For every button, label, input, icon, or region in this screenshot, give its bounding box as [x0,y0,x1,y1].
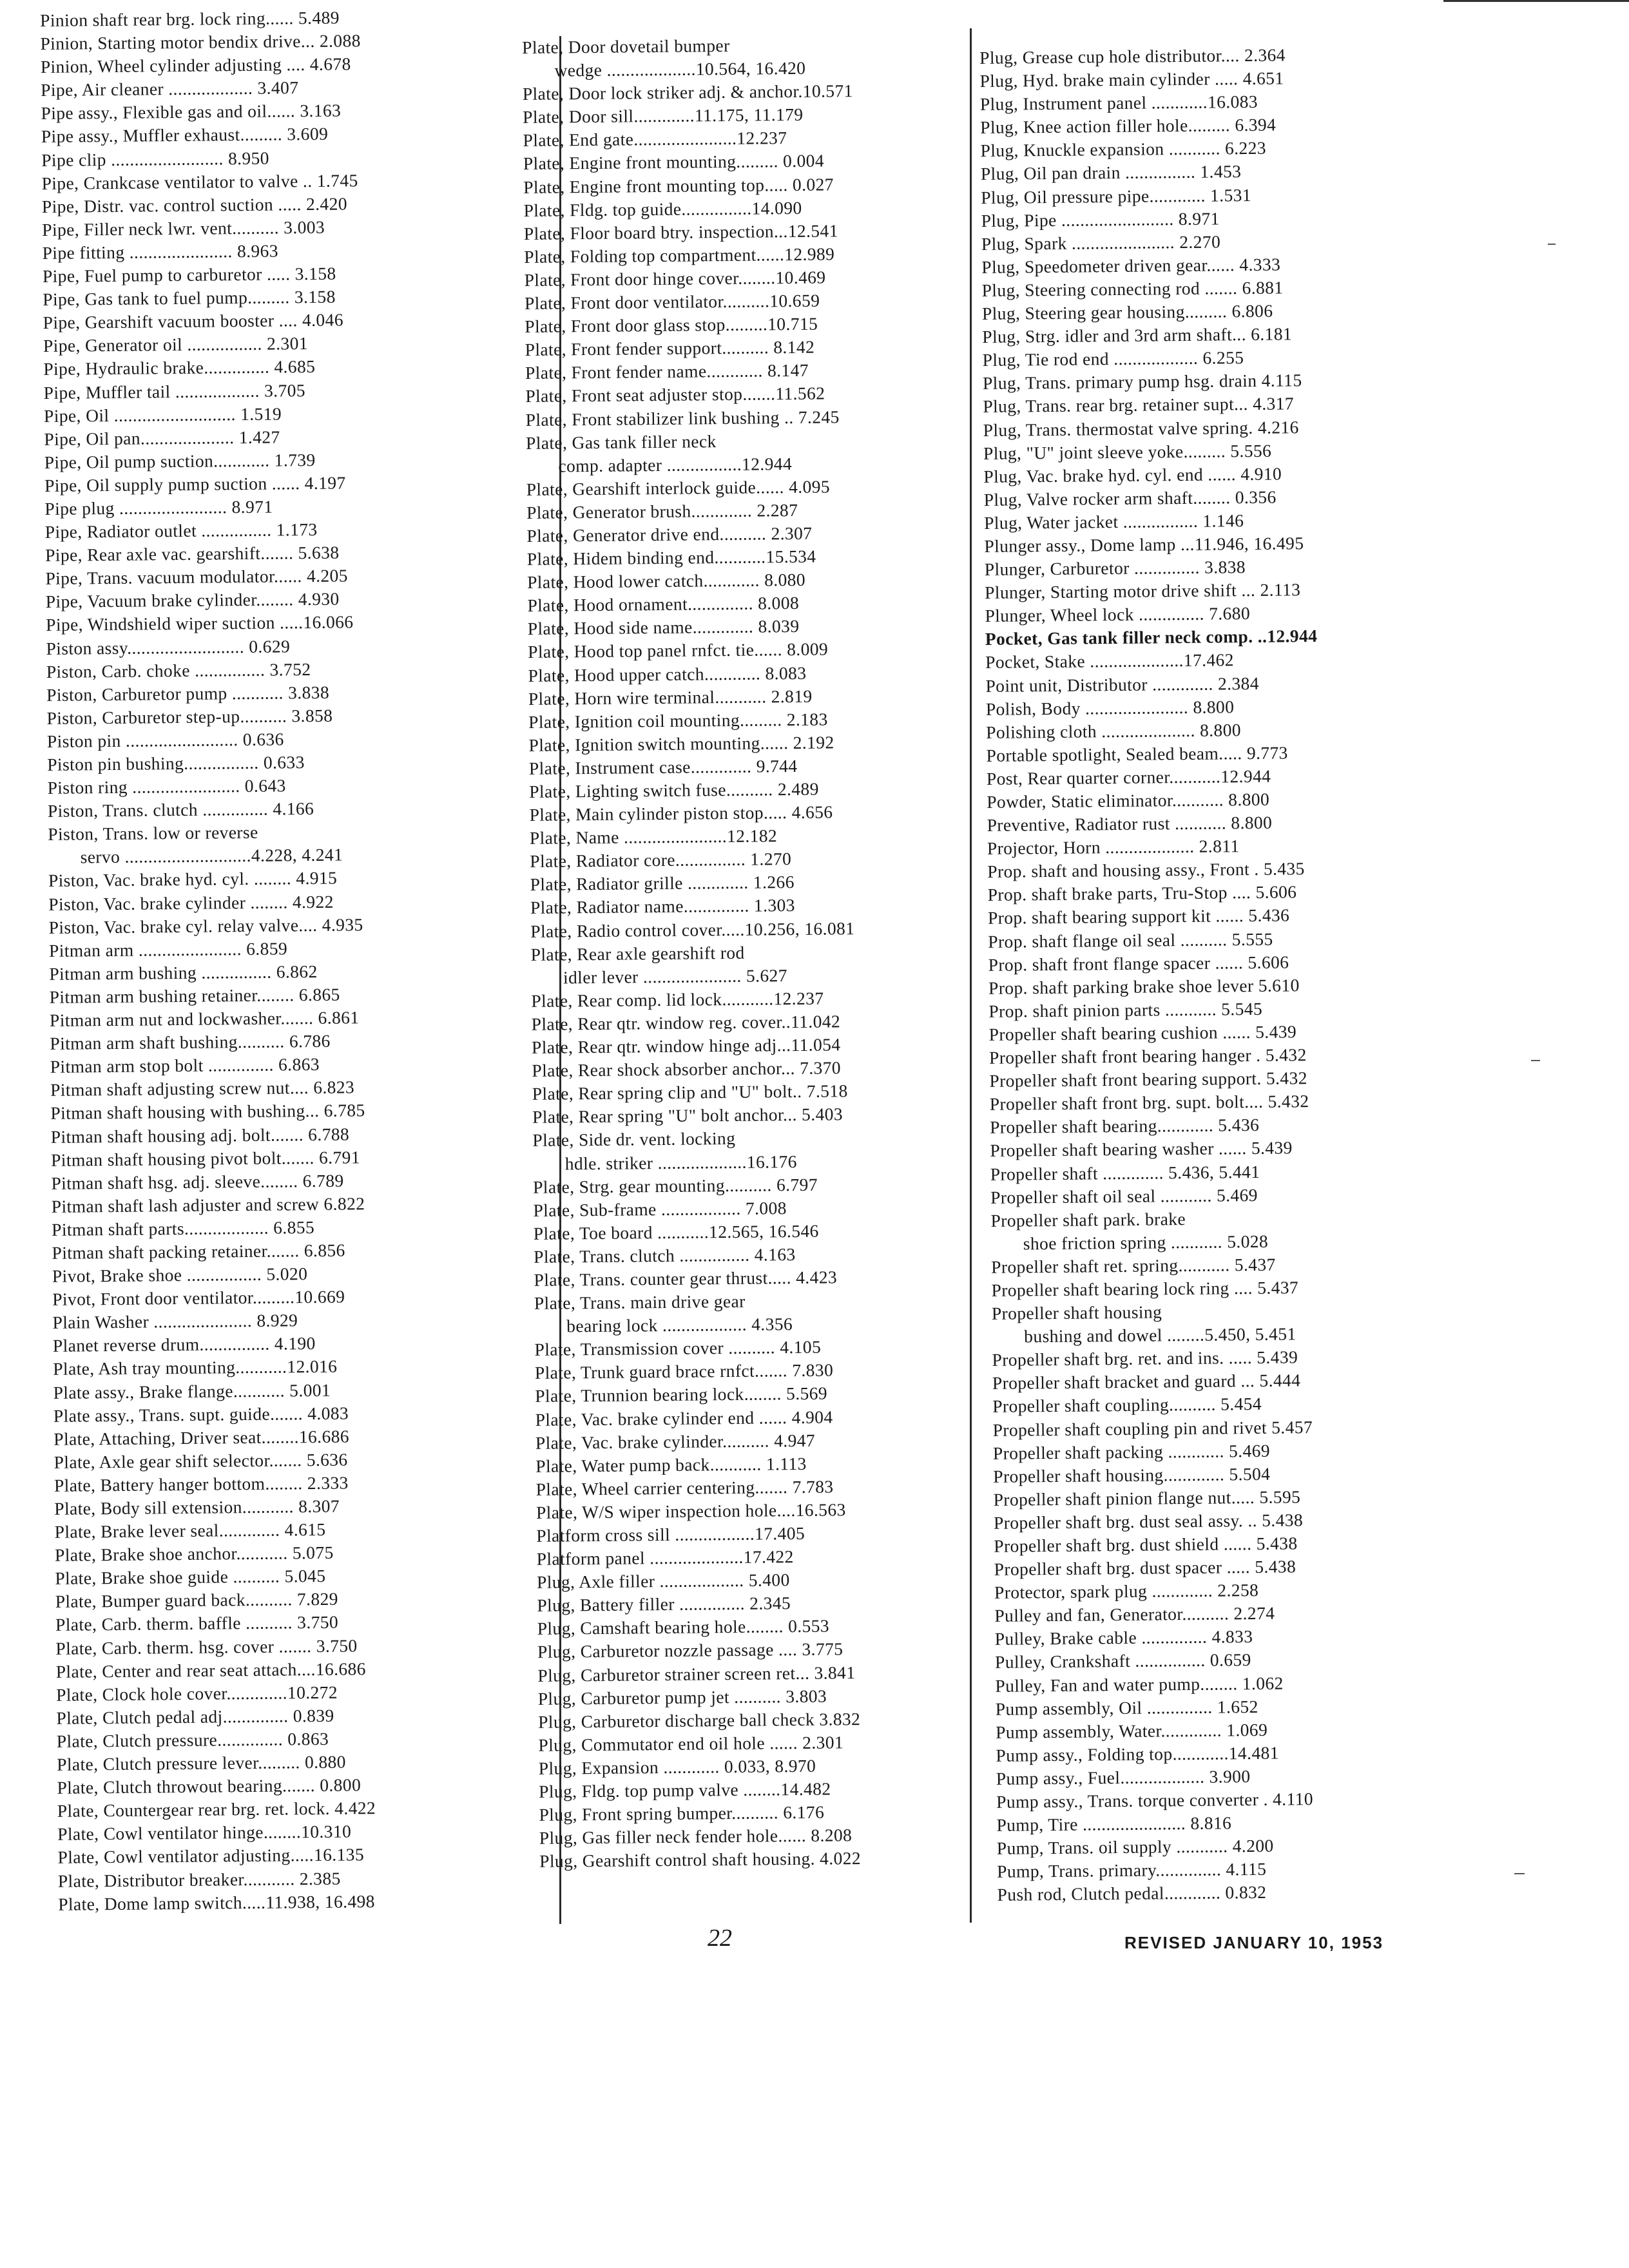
index-entry: Plate, Engine front mounting top..... 0.027 [523,173,834,197]
index-entry: Plug, Steering gear housing......... 6.806 [981,300,1273,324]
index-entry: Plate, Cowl ventilator adjusting.....16.135 [57,1844,365,1868]
index-entry: Plate, Carb. therm. baffle .......... 3.750 [55,1612,339,1635]
index-entry: Plate, Rear shock absorber anchor... 7.370 [532,1057,842,1081]
index-entry: Plug, Trans. rear brg. retainer supt... 4.317 [983,393,1295,417]
page-number: 22 [708,1925,732,1952]
index-entry: Pipe, Air cleaner .................. 3.407 [41,77,299,101]
index-entry: Plate, Brake shoe guide .......... 5.045 [55,1566,326,1589]
index-entry: Plate, Cowl ventilator hinge........10.310 [57,1821,352,1845]
index-entry: Pitman shaft lash adjuster and screw 6.822 [51,1193,365,1216]
index-entry: Propeller shaft packing ............ 5.469 [992,1440,1271,1463]
index-entry: Plate, Engine front mounting......... 0.004 [523,150,825,174]
index-entry: Piston, Trans. low or reverse [48,822,258,845]
index-entry: Prop. shaft parking brake shoe lever 5.610 [988,975,1300,998]
index-entry: Propeller shaft front bearing hanger . 5.432 [988,1044,1307,1068]
index-column-2 [522,32,952,1873]
index-entry: Pitman arm bushing retainer........ 6.865 [49,984,340,1007]
index-entry: Propeller shaft brg. dust spacer ..... 5.438 [994,1556,1296,1579]
index-entry: Plate, Generator brush............. 2.287 [526,499,798,523]
index-entry: Plate, Front door ventilator..........10.659 [524,290,820,314]
index-entry: Plate, Axle gear shift selector....... 5.636 [53,1449,348,1472]
index-entry: Plunger, Wheel lock .............. 7.680 [985,603,1251,626]
index-entry: Pinion shaft rear brg. lock ring...... 5.489 [40,7,340,30]
index-entry: Plunger, Starting motor drive shift ... 2.113 [984,579,1301,603]
index-entry: Plug, Pipe ........................ 8.971 [981,208,1220,231]
index-entry: Pump assy., Fuel.................. 3.900 [996,1766,1251,1789]
index-entry: Plug, Grease cup hole distributor.... 2.364 [979,44,1286,68]
index-entry: Plate, Bumper guard back.......... 7.829 [55,1589,338,1612]
index-entry: Pitman shaft housing with bushing... 6.785 [50,1100,365,1124]
index-entry: Pump, Tire ...................... 8.816 [996,1812,1232,1835]
index-entry: bushing and dowel ........5.450, 5.451 [1024,1323,1296,1347]
index-entry: Pump assy., Folding top............14.481 [996,1742,1279,1765]
index-entry: Propeller shaft coupling.......... 5.454 [992,1394,1262,1417]
index-entry: Piston pin ........................ 0.636 [46,729,284,751]
index-entry: wedge ...................10.564, 16.420 [554,57,806,81]
index-entry: Plate, Front door hinge cover........10.469 [524,267,826,290]
index-entry: Plate, Name ......................12.182 [529,825,778,849]
index-entry: Propeller shaft bracket and guard ... 5.444 [992,1370,1301,1394]
index-entry: Propeller shaft bearing cushion ...... 5.439 [988,1021,1297,1044]
index-entry: Pipe plug ....................... 8.971 [44,496,273,519]
index-entry: Plate, Instrument case............. 9.744 [528,755,798,778]
index-entry: Pitman arm bushing ............... 6.862 [49,961,318,984]
index-entry: Plate, Trunnion bearing lock........ 5.569 [535,1383,828,1407]
index-entry: Pitman shaft parts.................. 6.855 [52,1216,315,1240]
index-entry: Plate, Clutch pressure lever......... 0.880 [57,1751,347,1774]
index-entry: Propeller shaft brg. ret. and ins. ..... 5.439 [992,1347,1298,1370]
index-entry: Plug, Trans. primary pump hsg. drain 4.115 [982,370,1302,394]
index-entry: Piston ring ....................... 0.643 [47,775,286,798]
index-entry: Plate, Hood ornament.............. 8.008 [527,593,800,616]
index-entry: Plate, Door sill.............11.175, 11.179 [523,104,804,128]
index-entry: Plate, Radiator name.............. 1.303 [530,895,795,918]
index-entry: Propeller shaft front brg. supt. bolt.... 5.432 [989,1091,1309,1115]
index-entry: Plate, Horn wire terminal........... 2.819 [528,686,813,709]
edge-mark [1443,0,1629,2]
index-entry: Plug, Tie rod end .................. 6.255 [982,347,1244,370]
index-entry: Plate, Gas tank filler neck [525,430,717,453]
index-entry: Pivot, Front door ventilator.........10.669 [52,1286,345,1310]
index-entry: Pinion, Wheel cylinder adjusting .... 4.678 [40,53,351,77]
index-entry: Portable spotlight, Sealed beam..... 9.773 [986,742,1288,765]
index-entry: Plate, W/S wiper inspection hole....16.563 [535,1499,846,1523]
index-entry: Plate, Fldg. top guide...............14.090 [523,197,802,220]
index-entry: Plate, Trans. counter gear thrust..... 4.423 [534,1267,838,1290]
index-entry: bearing lock .................. 4.356 [566,1314,793,1336]
index-entry: Plate, Strg. gear mounting.......... 6.797 [532,1174,818,1197]
index-entry: Plate, Trunk guard brace rnfct....... 7.830 [534,1360,834,1383]
index-entry: Plate, Distributor breaker........... 2.385 [57,1868,341,1891]
index-entry: Plate, Radiator core............... 1.270 [530,849,792,872]
index-entry: Plate, Body sill extension........... 8.307 [54,1495,340,1519]
index-entry: Prop. shaft and housing assy., Front . 5.435 [987,858,1305,882]
index-entry: Plate, Trans. main drive gear [534,1291,746,1313]
index-entry: Pulley, Crankshaft ............... 0.659 [994,1649,1251,1673]
index-entry: comp. adapter ................12.944 [558,453,793,476]
index-entry: Pipe, Vacuum brake cylinder........ 4.930 [45,588,340,612]
index-entry: Plate, Main cylinder piston stop..... 4.656 [529,802,833,825]
index-entry: Plate, Battery hanger bottom........ 2.333 [53,1472,349,1495]
index-entry: Plate assy., Trans. supt. guide....... 4.083 [53,1403,349,1426]
index-entry: Pulley, Fan and water pump........ 1.062 [995,1673,1284,1696]
index-entry: Plate, Clutch pedal adj.............. 0.839 [56,1705,334,1728]
index-entry: Pitman shaft housing adj. bolt....... 6.788 [50,1123,350,1147]
index-entry: Plunger assy., Dome lamp ...11.946, 16.495 [984,533,1304,556]
edge-mark [1548,244,1556,245]
index-entry: Pipe, Oil pump suction............ 1.739 [44,449,316,472]
index-entry: Preventive, Radiator rust ........... 8.800 [987,812,1273,836]
edge-mark [1531,1060,1540,1061]
index-entry: Plate, Front door glass stop.........10.715 [525,313,818,337]
index-entry: Plate, Countergear rear brg. ret. lock. 4.422 [57,1798,376,1821]
index-entry: Piston, Carb. choke ............... 3.752 [46,658,311,682]
index-entry: Plate, Front stabilizer link bushing .. 7.245 [525,406,840,430]
index-entry: Projector, Horn ................... 2.811 [987,836,1240,859]
index-entry: Pulley and fan, Generator.......... 2.274 [994,1602,1275,1626]
index-entry: idler lever ..................... 5.627 [563,965,788,988]
index-entry: Pitman shaft hsg. adj. sleeve........ 6.789 [51,1170,344,1193]
index-entry: Plate, Radio control cover.....10.256, 16.081 [530,918,855,941]
index-entry: Propeller shaft bearing............ 5.436 [989,1115,1260,1138]
index-entry: Plate, Transmission cover .......... 4.105 [534,1336,822,1360]
index-entry: Plate, Center and rear seat attach....16.686 [55,1658,367,1682]
index-entry: Plate, Attaching, Driver seat........16.686 [53,1426,350,1449]
index-entry: Pipe, Oil .......................... 1.519 [43,403,282,426]
index-entry: Plate, Rear comp. lid lock...........12.237 [531,988,824,1011]
index-entry: Pump assembly, Water............. 1.069 [995,1719,1268,1742]
index-entry: Piston, Carburetor step-up.......... 3.858 [46,705,333,728]
index-entry: Plate, Door dovetail bumper [522,35,730,57]
index-entry: Piston, Trans. clutch .............. 4.166 [47,798,314,822]
index-entry: Plate, Floor board btry. inspection...12.541 [523,220,838,244]
index-entry: Plate, Wheel carrier centering....... 7.783 [535,1476,834,1499]
index-entry: Pitman shaft packing retainer....... 6.856 [52,1240,345,1263]
revision-date: REVISED JANUARY 10, 1953 [1124,1933,1384,1952]
index-entry: Plate, Generator drive end.......... 2.307 [526,523,813,546]
index-entry: Pump assy., Trans. torque converter . 4.110 [996,1789,1314,1812]
index-entry: hdle. striker ...................16.176 [564,1151,798,1173]
index-entry: Plug, Knee action filler hole......... 6.394 [980,114,1277,138]
index-entry: Pulley, Brake cable .............. 4.833 [994,1626,1253,1649]
index-entry: Plunger, Carburetor .............. 3.838 [984,557,1246,580]
index-entry: Piston, Carburetor pump ........... 3.838 [46,682,330,705]
index-entry: Plug, Axle filler .................. 5.400 [536,1570,790,1593]
index-entry: Plate, Clutch pressure.............. 0.863 [56,1728,329,1751]
index-entry: Prop. shaft pinion parts ........... 5.545 [988,998,1263,1021]
index-entry: Propeller shaft housing............. 5.504 [993,1463,1271,1486]
index-entry: Plug, Strg. idler and 3rd arm shaft... 6.181 [982,323,1293,347]
index-entry: Pipe, Generator oil ................ 2.301 [43,333,309,356]
index-entry: Plate, End gate......................12.237 [523,128,787,151]
index-entry: Pipe, Oil pan.................... 1.427 [44,427,280,449]
edge-mark [1514,1873,1525,1874]
column-divider [970,28,972,1923]
index-entry: Pipe assy., Muffler exhaust......... 3.609 [41,124,329,147]
index-entry: Protector, spark plug ............. 2.258 [994,1580,1259,1603]
index-entry: Pocket, Stake ....................17.462 [985,649,1235,673]
index-entry: Planet reverse drum............... 4.190 [52,1333,316,1356]
index-entry: Pipe, Trans. vacuum modulator...... 4.205 [45,565,349,589]
index-entry: Plate, Water pump back........... 1.113 [535,1453,807,1476]
index-entry: Polish, Body ...................... 8.800 [985,696,1235,719]
index-entry: Plate, Rear axle gearshift rod [530,942,745,965]
index-entry: Push rod, Clutch pedal............ 0.832 [997,1882,1267,1905]
index-entry: Pipe, Distr. vac. control suction ..... 2.420 [41,193,348,216]
index-entry: shoe friction spring ........... 5.028 [1023,1231,1269,1254]
index-entry: Plate, Front fender name............ 8.147 [525,360,809,383]
index-entry: Pitman arm ...................... 6.859 [48,938,288,961]
index-entry: Pipe, Radiator outlet ............... 1.173 [44,519,318,543]
index-entry: Platform panel ....................17.422 [536,1546,794,1569]
index-entry: Propeller shaft ............. 5.436, 5.441 [990,1161,1260,1184]
index-column-3 [979,42,1487,1907]
index-entry: Propeller shaft front bearing support. 5.432 [989,1068,1307,1091]
index-entry: Pipe, Crankcase ventilator to valve .. 1.745 [41,169,358,193]
index-entry: Propeller shaft bearing lock ring .... 5.437 [991,1277,1299,1300]
index-entry: Pitman arm nut and lockwasher....... 6.861 [49,1007,360,1030]
index-entry: Plate, Hood lower catch............ 8.080 [526,569,806,593]
index-entry: Prop. shaft bearing support kit ...... 5.436 [987,905,1290,928]
index-entry: Plate, Front fender support.......... 8.142 [525,336,815,360]
index-entry: Pump, Trans. oil supply ........... 4.200 [996,1835,1274,1859]
index-entry: Propeller shaft brg. dust seal assy. .. 5.438 [993,1510,1304,1533]
index-entry: Piston, Vac. brake hyd. cyl. ........ 4.915 [48,868,338,891]
index-entry: Plate, Hidem binding end...........15.534 [526,546,816,570]
index-entry: Plate, Ash tray mounting...........12.016 [53,1356,338,1379]
index-entry: Prop. shaft flange oil seal .......... 5.555 [988,928,1273,952]
index-entry: Plug, Oil pressure pipe............ 1.531 [981,184,1252,207]
index-entry: Plug, "U" joint sleeve yoke......... 5.556 [983,440,1272,463]
index-entry: Plug, Knuckle expansion ........... 6.223 [980,138,1267,161]
index-entry: Pivot, Brake shoe ................ 5.020 [52,1264,308,1286]
index-entry: Plate, Side dr. vent. locking [532,1128,736,1151]
index-entry: Plain Washer ..................... 8.929 [52,1310,298,1333]
index-entry: Plate, Rear qtr. window reg. cover..11.042 [531,1011,841,1034]
index-entry: Pitman shaft adjusting screw nut.... 6.823 [50,1077,355,1100]
index-entry: Propeller shaft park. brake [990,1208,1186,1231]
index-entry: Polishing cloth .................... 8.800 [986,719,1242,742]
index-entry: Pitman arm shaft bushing.......... 6.786 [50,1030,331,1054]
index-entry: Post, Rear quarter corner...........12.944 [986,765,1271,789]
index-entry: Plug, Carburetor discharge ball check 3.832 [537,1708,861,1732]
index-entry: Plug, Expansion ............ 0.033, 8.970 [538,1755,816,1778]
index-entry: Pipe, Windshield wiper suction .....16.066 [46,611,354,635]
index-entry: Pipe assy., Flexible gas and oil...... 3.163 [41,100,342,124]
index-entry: Pipe clip ........................ 8.950 [41,148,270,170]
index-entry: Pipe, Hydraulic brake.............. 4.685 [43,356,316,380]
index-entry: Pipe, Fuel pump to carburetor ..... 3.158 [42,263,336,287]
index-entry: Plug, Carburetor strainer screen ret... 3.841 [537,1662,856,1686]
index-entry: Plate, Rear spring clip and "U" bolt.. 7.518 [532,1081,848,1104]
index-entry: Plate, Hood side name............. 8.039 [527,616,800,639]
index-entry: Pipe, Gas tank to fuel pump......... 3.158 [43,286,336,310]
index-entry: servo ...........................4.228, 4.241 [80,844,343,867]
index-entry: Pitman arm stop bolt .............. 6.863 [50,1054,320,1077]
index-entry: Propeller shaft brg. dust shield ...... 5.438 [994,1533,1298,1556]
index-entry: Powder, Static eliminator........... 8.800 [987,789,1270,812]
index-entry: Plate assy., Brake flange........... 5.001 [53,1379,331,1403]
index-entry: Piston, Vac. brake cylinder ........ 4.922 [48,891,334,914]
index-entry: Piston pin bushing................ 0.633 [47,752,305,774]
index-entry: Plate, Ignition coil mounting......... 2.183 [528,709,828,732]
index-entry: Plate, Brake lever seal............. 4.615 [54,1519,326,1542]
index-entry: Propeller shaft ret. spring........... 5.437 [991,1254,1276,1277]
index-entry: Plate, Brake shoe anchor........... 5.075 [54,1542,334,1566]
index-entry: Piston assy......................... 0.629 [46,635,291,658]
index-entry: Piston, Vac. brake cyl. relay valve.... 4.935 [48,914,363,937]
index-entry: Plate, Gearshift interlock guide...... 4.095 [526,476,831,499]
index-entry: Plate, Clock hole cover.............10.272 [55,1682,338,1705]
index-entry: Propeller shaft housing [991,1302,1162,1323]
index-entry: Plate, Carb. therm. hsg. cover ....... 3.750 [55,1635,358,1658]
index-entry: Pitman shaft housing pivot bolt....... 6.791 [50,1146,361,1170]
index-entry: Plug, Hyd. brake main cylinder ..... 4.651 [979,68,1284,91]
index-entry: Pinion, Starting motor bendix drive... 2.088 [40,30,361,54]
index-entry: Plate, Vac. brake cylinder.......... 4.947 [535,1430,816,1453]
index-entry: Plug, Carburetor nozzle passage .... 3.775 [537,1639,843,1662]
index-entry: Pocket, Gas tank filler neck comp. ..12.944 [985,626,1318,649]
index-entry: Propeller shaft bearing washer ...... 5.439 [990,1137,1293,1161]
index-entry: Plug, Front spring bumper.......... 6.176 [539,1802,825,1825]
index-entry: Platform cross sill .................17.405 [536,1523,805,1546]
index-entry: Plate, Ignition switch mounting...... 2.192 [528,732,834,755]
index-entry: Plate, Door lock striker adj. & anchor.10.571 [522,81,853,104]
index-entry: Plug, Commutator end oil hole ...... 2.301 [538,1732,844,1755]
index-entry: Plate, Sub-frame ................. 7.008 [533,1197,787,1220]
index-entry: Plug, Camshaft bearing hole........ 0.553 [537,1615,830,1639]
index-entry: Pipe, Rear axle vac. gearshift....... 5.638 [44,542,340,566]
index-entry: Plate, Toe board ...........12.565, 16.546 [533,1220,819,1244]
index-entry: Plug, Spark ...................... 2.270 [981,231,1221,254]
index-entry: Propeller shaft coupling pin and rivet 5.457 [992,1416,1313,1440]
index-entry: Plate, Lighting switch fuse.......... 2.489 [529,778,819,802]
index-entry: Pipe, Muffler tail .................. 3.705 [43,380,306,403]
index-entry: Propeller shaft oil seal ........... 5.469 [990,1184,1258,1207]
index-column-1 [40,5,548,1916]
index-entry: Pump, Trans. primary.............. 4.115 [997,1859,1267,1882]
index-entry: Plate, Rear spring "U" bolt anchor... 5.403 [532,1104,843,1128]
index-entry: Pipe, Gearshift vacuum booster .... 4.046 [43,309,344,333]
index-entry: Plate, Folding top compartment......12.989 [524,244,835,267]
index-entry: Pipe, Filler neck lwr. vent.......... 3.003 [42,216,325,240]
index-entry: Plate, Front seat adjuster stop.......11.562 [525,383,825,407]
index-entry: Plug, Valve rocker arm shaft........ 0.356 [983,486,1277,510]
index-entry: Pipe, Oil supply pump suction ...... 4.197 [44,472,346,495]
index-entry: Prop. shaft front flange spacer ...... 5.606 [988,952,1289,975]
index-entry: Plug, Fldg. top pump valve ........14.482 [539,1778,831,1802]
index-entry: Plate, Radiator grille ............. 1.266 [530,872,795,895]
index-entry: Plug, Instrument panel ............16.083 [979,91,1258,115]
index-entry: Plate, Vac. brake cylinder end ...... 4.904 [535,1406,833,1430]
index-entry: Plate, Clutch throwout bearing....... 0.800 [57,1774,361,1798]
index-entry: Plug, Vac. brake hyd. cyl. end ...... 4.910 [983,463,1282,486]
index-entry: Plug, Trans. thermostat valve spring. 4.216 [983,416,1299,440]
index-entry: Plug, Carburetor pump jet .......... 3.803 [537,1686,827,1709]
index-entry: Plug, Gas filler neck fender hole...... 8.208 [539,1825,853,1849]
index-entry: Plug, Gearshift control shaft housing. 4.022 [539,1848,862,1872]
index-entry: Plate, Rear qtr. window hinge adj...11.054 [531,1034,841,1057]
index-entry: Plate, Dome lamp switch.....11.938, 16.498 [58,1890,375,1914]
index-entry: Pump assembly, Oil .............. 1.652 [995,1696,1258,1719]
index-entry: Pipe fitting ...................... 8.963 [42,240,279,263]
index-entry: Plug, Speedometer driven gear...... 4.333 [981,254,1281,277]
index-entry: Plate, Hood upper catch............ 8.083 [528,662,807,686]
index-entry: Plug, Water jacket ................ 1.146 [983,510,1244,533]
index-entry: Plug, Steering connecting rod ....... 6.881 [981,277,1284,300]
index-entry: Plate, Trans. clutch ............... 4.163 [534,1244,796,1267]
index-entry: Prop. shaft brake parts, Tru-Stop .... 5.606 [987,881,1297,905]
index-entry: Plate, Hood top panel rnfct. tie...... 8.009 [528,639,829,662]
index-entry: Plug, Oil pan drain ............... 1.453 [980,161,1242,184]
index-entry: Point unit, Distributor ............. 2.384 [985,673,1260,696]
index-entry: Plug, Battery filler .............. 2.345 [537,1593,791,1616]
index-entry: Propeller shaft pinion flange nut..... 5.595 [993,1486,1301,1510]
